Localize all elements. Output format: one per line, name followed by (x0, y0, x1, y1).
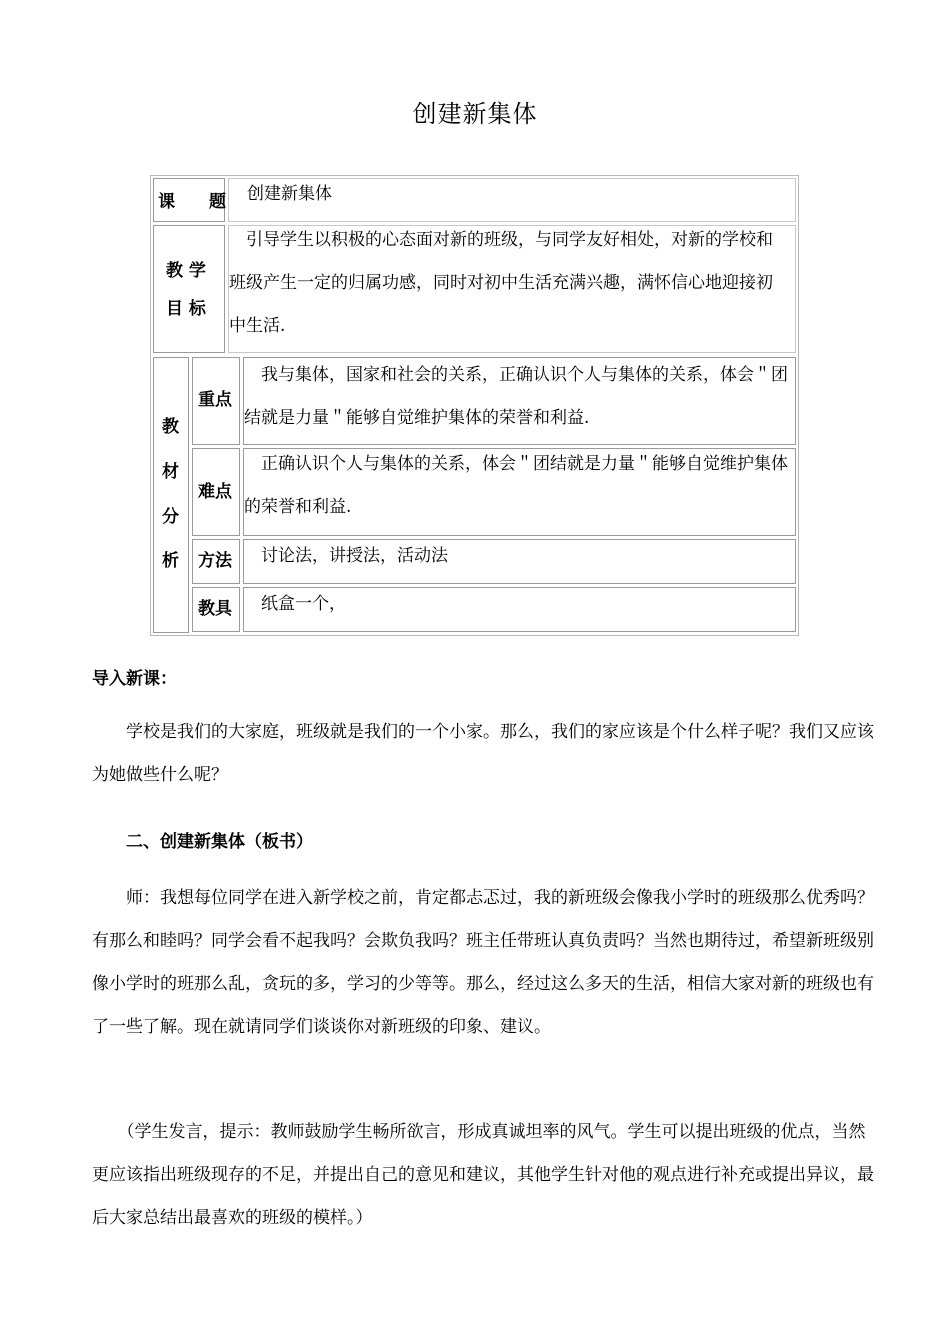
difficulty-text-cell (243, 448, 796, 536)
goal-label-cell (153, 225, 225, 353)
focus-text: 我与集体，国家和社会的关系，正确认识个人与集体的关系，体会＂团结就是力量＂能够自觉维护集体的荣誉和利益. (244, 365, 788, 428)
topic-label-cell (153, 178, 225, 222)
topic-value-cell (228, 178, 796, 222)
student-paragraph: （学生发言，提示：教师鼓励学生畅所欲言，形成真诚坦率的风气。学生可以提出班级的优点，当然更应该指出班级现存的不足，并提出自己的意见和建议，其他学生针对他的观点进行补充或提出异议，最后大家总结出最喜欢的班级的模样。） (92, 1122, 874, 1228)
difficulty-label-cell (192, 448, 240, 536)
goal-label-line1: 教 学 (166, 261, 206, 281)
intro-paragraph: 学校是我们的大家庭，班级就是我们的一个小家。那么，我们的家应该是个什么样子呢？我们又应该为她做些什么呢？ (92, 722, 874, 785)
topic-value: 创建新集体 (247, 184, 332, 204)
method-text: 讨论法，讲授法，活动法 (244, 546, 448, 566)
analysis-label-cell (153, 357, 189, 633)
method-label-cell (192, 539, 240, 584)
teacher-paragraph: 师：我想每位同学在进入新学校之前，肯定都忐忑过，我的新班级会像我小学时的班级那么优秀吗？有那么和睦吗？同学会看不起我吗？会欺负我吗？班主任带班认真负责吗？当然也期待过，希望新班级别像小学时的班那么乱，贪玩的多，学习的少等等。那么，经过这么多天的生活，相信大家对新的班级也有了一些了解。现在就请同学们谈谈你对新班级的印象、建议。 (92, 888, 874, 1037)
method-text-cell (243, 539, 796, 584)
goal-label-line2: 目 标 (166, 299, 206, 319)
difficulty-text: 正确认识个人与集体的关系，体会＂团结就是力量＂能够自觉维护集体的荣誉和利益. (244, 454, 788, 517)
tools-label: 教具 (198, 599, 232, 619)
goal-text-cell (228, 225, 796, 353)
method-label: 方法 (198, 551, 232, 571)
goal-text: 引导学生以积极的心态面对新的班级，与同学友好相处，对新的学校和班级产生一定的归属功感，同时对初中生活充满兴趣，满怀信心地迎接初中生活. (229, 230, 773, 336)
tools-text-cell (243, 587, 796, 632)
analysis-label-char-3: 分 (162, 507, 179, 527)
focus-label-cell (192, 357, 240, 445)
tools-label-cell (192, 587, 240, 632)
focus-label: 重点 (198, 390, 232, 410)
tools-text: 纸盒一个， (244, 594, 346, 614)
analysis-label-char-2: 材 (162, 462, 179, 482)
document-title: 创建新集体 (412, 100, 538, 128)
section2-heading: 二、创建新集体（板书） (92, 832, 313, 852)
difficulty-label: 难点 (198, 482, 232, 502)
analysis-label-char-4: 析 (162, 551, 179, 571)
analysis-label-char-1: 教 (162, 417, 179, 437)
intro-heading: 导入新课： (92, 669, 177, 689)
focus-text-cell (243, 357, 796, 445)
topic-label: 课 题 (158, 192, 226, 212)
